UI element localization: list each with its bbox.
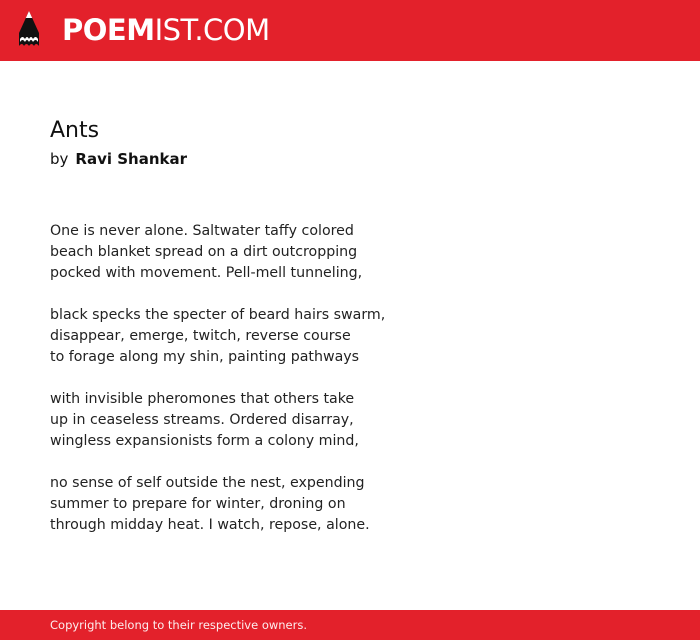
site-header — [0, 0, 700, 61]
poem-stanza — [50, 473, 610, 536]
poem-line: to forage along my shin, painting pathways — [50, 349, 360, 365]
site-footer — [0, 610, 700, 640]
site-logo-text — [62, 13, 270, 47]
poem-content — [50, 116, 610, 557]
poem-line: One is never alone. Saltwater taffy colored — [50, 223, 354, 239]
poem-line: no sense of self outside the nest, expending — [50, 475, 365, 491]
logo-light-text: IST.COM — [154, 13, 270, 47]
logo-bold-text: POEM — [62, 13, 155, 47]
poem-stanza — [50, 221, 610, 284]
pencil-icon — [17, 10, 41, 52]
author-link[interactable]: Ravi Shankar — [75, 150, 187, 168]
copyright-text: Copyright belong to their respective owners. — [50, 618, 308, 632]
poem-body — [50, 221, 610, 536]
site-logo-link[interactable] — [17, 0, 270, 61]
poem-byline — [50, 147, 610, 171]
poem-line: beach blanket spread on a dirt outcropping — [50, 244, 358, 260]
poem-title: Ants — [50, 118, 100, 143]
poem-line: disappear, emerge, twitch, reverse course — [50, 328, 351, 344]
poem-stanza — [50, 305, 610, 368]
poem-line: black specks the specter of beard hairs swarm, — [50, 307, 386, 323]
poem-line: through midday heat. I watch, repose, alone. — [50, 517, 370, 533]
poem-line: summer to prepare for winter, droning on — [50, 496, 346, 512]
byline-label: by — [50, 150, 69, 168]
poem-line: pocked with movement. Pell-mell tunneling, — [50, 265, 363, 281]
poem-line: wingless expansionists form a colony mind, — [50, 433, 359, 449]
poem-stanza — [50, 389, 610, 452]
poem-line: with invisible pheromones that others take — [50, 391, 355, 407]
poem-line: up in ceaseless streams. Ordered disarray, — [50, 412, 354, 428]
